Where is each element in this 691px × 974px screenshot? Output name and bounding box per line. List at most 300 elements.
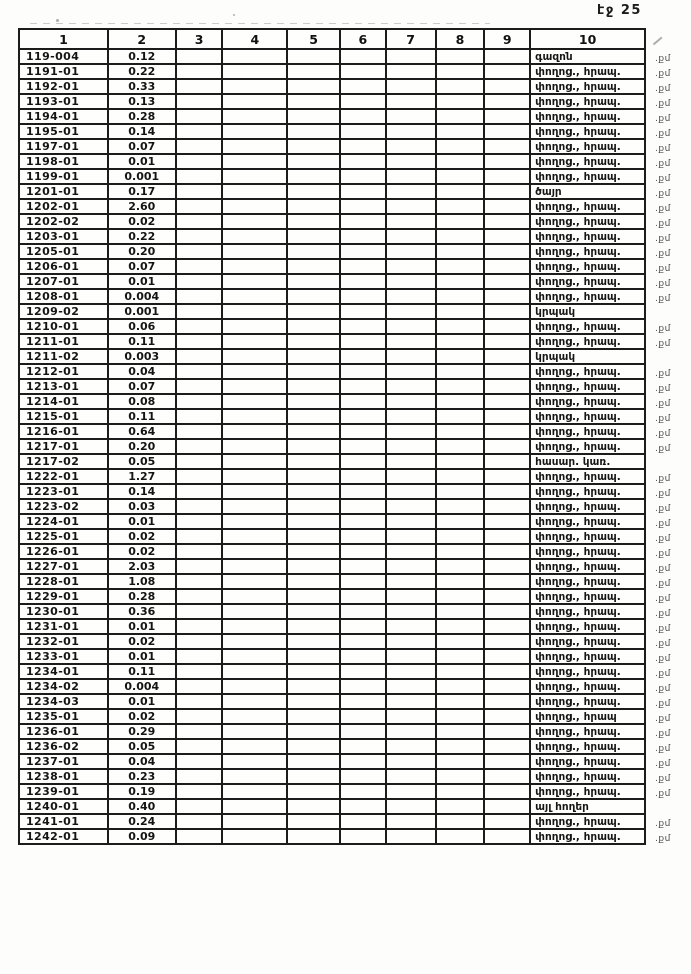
area-value-cell: 0.02: [108, 529, 176, 544]
empty-cell: [222, 829, 287, 844]
empty-cell: [287, 754, 340, 769]
table-row: [19, 214, 690, 229]
land-use-cell: փողոց., հրապ.: [530, 754, 645, 769]
table-row: [19, 274, 690, 289]
empty-cell: [287, 334, 340, 349]
parcel-code-cell: 1202-01: [19, 199, 108, 214]
empty-cell: [340, 784, 386, 799]
empty-cell: [176, 304, 223, 319]
empty-cell: [287, 349, 340, 364]
empty-cell: [340, 574, 386, 589]
parcel-code-cell: 1213-01: [19, 379, 108, 394]
margin-unit-mark: [645, 304, 690, 319]
parcel-code-cell: 1225-01: [19, 529, 108, 544]
table-row: [19, 649, 690, 664]
parcel-code-cell: 119-004: [19, 49, 108, 64]
area-value-cell: 0.01: [108, 694, 176, 709]
table-row: [19, 244, 690, 259]
table-row: [19, 184, 690, 199]
empty-cell: [340, 514, 386, 529]
land-use-cell: փողոց., հրապ.: [530, 439, 645, 454]
empty-cell: [222, 679, 287, 694]
column-header-6: 6: [340, 29, 386, 49]
empty-cell: [484, 604, 530, 619]
empty-cell: [484, 79, 530, 94]
empty-cell: [287, 589, 340, 604]
empty-cell: [484, 559, 530, 574]
empty-cell: [340, 814, 386, 829]
table-row: [19, 49, 690, 64]
parcel-code-cell: 1240-01: [19, 799, 108, 814]
parcel-table: [18, 28, 691, 845]
table-row: [19, 679, 690, 694]
margin-unit-mark: .քմ: [655, 504, 671, 514]
empty-cell: [176, 664, 223, 679]
land-use-cell: փողոց., հրապ.: [530, 694, 645, 709]
empty-cell: [222, 334, 287, 349]
table-row: [19, 334, 690, 349]
empty-cell: [340, 544, 386, 559]
parcel-code-cell: 1203-01: [19, 229, 108, 244]
empty-cell: [176, 379, 223, 394]
empty-cell: [436, 94, 485, 109]
parcel-code-cell: 1192-01: [19, 79, 108, 94]
empty-cell: [176, 409, 223, 424]
land-use-cell: փողոց., հրապ.: [530, 604, 645, 619]
parcel-code-cell: 1199-01: [19, 169, 108, 184]
page-number-label: էջ 25: [597, 3, 642, 18]
column-header-7: 7: [386, 29, 436, 49]
area-value-cell: 0.05: [108, 739, 176, 754]
land-use-cell: կրպակ: [530, 349, 645, 364]
empty-cell: [386, 319, 436, 334]
empty-cell: [176, 499, 223, 514]
empty-cell: [287, 109, 340, 124]
parcel-code-cell: 1214-01: [19, 394, 108, 409]
table-row: [19, 319, 690, 334]
empty-cell: [386, 454, 436, 469]
empty-cell: [222, 724, 287, 739]
empty-cell: [484, 769, 530, 784]
empty-cell: [436, 184, 485, 199]
area-value-cell: 0.02: [108, 634, 176, 649]
table-row: [19, 694, 690, 709]
table-row: [19, 259, 690, 274]
margin-unit-mark: .քմ: [655, 219, 671, 229]
parcel-code-cell: 1236-02: [19, 739, 108, 754]
empty-cell: [176, 544, 223, 559]
area-value-cell: 0.12: [108, 49, 176, 64]
empty-cell: [436, 754, 485, 769]
land-use-cell: փողոց., հրապ.: [530, 739, 645, 754]
empty-cell: [222, 49, 287, 64]
table-row: [19, 304, 690, 319]
empty-cell: [176, 244, 223, 259]
margin-unit-mark: .քմ: [655, 474, 671, 484]
land-use-cell: փողոց., հրապ.: [530, 589, 645, 604]
column-header-3: 3: [176, 29, 223, 49]
empty-cell: [222, 229, 287, 244]
empty-cell: [287, 319, 340, 334]
empty-cell: [340, 499, 386, 514]
table-row: [19, 439, 690, 454]
empty-cell: [176, 214, 223, 229]
margin-unit-mark: .քմ: [655, 69, 671, 79]
empty-cell: [386, 94, 436, 109]
empty-cell: [386, 469, 436, 484]
land-use-cell: փողոց., հրապ.: [530, 229, 645, 244]
area-value-cell: 0.28: [108, 109, 176, 124]
empty-cell: [386, 139, 436, 154]
empty-cell: [436, 559, 485, 574]
empty-cell: [287, 409, 340, 424]
empty-cell: [340, 289, 386, 304]
land-use-cell: հասար. կառ.: [530, 454, 645, 469]
empty-cell: [287, 169, 340, 184]
empty-cell: [340, 319, 386, 334]
empty-cell: [436, 649, 485, 664]
empty-cell: [176, 169, 223, 184]
empty-cell: [222, 94, 287, 109]
land-use-cell: փողոց., հրապ.: [530, 319, 645, 334]
empty-cell: [287, 574, 340, 589]
parcel-code-cell: 1210-01: [19, 319, 108, 334]
empty-cell: [287, 64, 340, 79]
empty-cell: [436, 784, 485, 799]
empty-cell: [340, 349, 386, 364]
parcel-code-cell: 1198-01: [19, 154, 108, 169]
empty-cell: [436, 694, 485, 709]
empty-cell: [176, 574, 223, 589]
empty-cell: [484, 529, 530, 544]
column-header-8: 8: [436, 29, 485, 49]
empty-cell: [484, 514, 530, 529]
empty-cell: [340, 49, 386, 64]
empty-cell: [386, 664, 436, 679]
land-use-cell: փողոց., հրապ.: [530, 784, 645, 799]
area-value-cell: 0.001: [108, 169, 176, 184]
column-header-10: 10: [530, 29, 645, 49]
empty-cell: [386, 199, 436, 214]
empty-cell: [340, 679, 386, 694]
empty-cell: [340, 124, 386, 139]
empty-cell: [436, 229, 485, 244]
area-value-cell: 0.01: [108, 619, 176, 634]
parcel-code-cell: 1226-01: [19, 544, 108, 559]
land-use-cell: փողոց., հրապ.: [530, 499, 645, 514]
empty-cell: [176, 394, 223, 409]
empty-cell: [176, 784, 223, 799]
table-row: [19, 199, 690, 214]
empty-cell: [386, 544, 436, 559]
area-value-cell: 0.19: [108, 784, 176, 799]
empty-cell: [340, 469, 386, 484]
empty-cell: [287, 679, 340, 694]
empty-cell: [484, 349, 530, 364]
empty-cell: [176, 454, 223, 469]
table-row: [19, 769, 690, 784]
empty-cell: [484, 484, 530, 499]
area-value-cell: 0.11: [108, 334, 176, 349]
margin-unit-mark: .քմ: [655, 384, 671, 394]
parcel-code-cell: 1230-01: [19, 604, 108, 619]
empty-cell: [222, 394, 287, 409]
empty-cell: [436, 499, 485, 514]
margin-unit-mark: .քմ: [655, 264, 671, 274]
empty-cell: [222, 814, 287, 829]
table-row: [19, 559, 690, 574]
land-use-cell: փողոց., հրապ.: [530, 634, 645, 649]
margin-unit-mark: [645, 799, 690, 814]
empty-cell: [287, 649, 340, 664]
land-use-cell: փողոց., հրապ.: [530, 424, 645, 439]
area-value-cell: 0.29: [108, 724, 176, 739]
area-value-cell: 0.07: [108, 379, 176, 394]
empty-cell: [436, 634, 485, 649]
empty-cell: [222, 154, 287, 169]
empty-cell: [340, 439, 386, 454]
empty-cell: [386, 259, 436, 274]
margin-unit-mark: .քմ: [655, 189, 671, 199]
table-row: [19, 64, 690, 79]
empty-cell: [222, 469, 287, 484]
empty-cell: [436, 424, 485, 439]
empty-cell: [436, 124, 485, 139]
empty-cell: [340, 199, 386, 214]
empty-cell: [287, 439, 340, 454]
empty-cell: [222, 784, 287, 799]
land-use-cell: փողոց., հրապ.: [530, 334, 645, 349]
margin-unit-mark: .քմ: [655, 609, 671, 619]
empty-cell: [287, 289, 340, 304]
empty-cell: [176, 64, 223, 79]
empty-cell: [287, 784, 340, 799]
empty-cell: [484, 724, 530, 739]
empty-cell: [176, 604, 223, 619]
column-header-1: 1: [19, 29, 108, 49]
empty-cell: [287, 634, 340, 649]
empty-cell: [222, 259, 287, 274]
table-row: [19, 394, 690, 409]
land-use-cell: փողոց., հրապ.: [530, 469, 645, 484]
land-use-cell: փողոց., հրապ.: [530, 559, 645, 574]
table-row: [19, 739, 690, 754]
parcel-code-cell: 1234-01: [19, 664, 108, 679]
empty-cell: [287, 49, 340, 64]
empty-cell: [176, 94, 223, 109]
empty-cell: [436, 679, 485, 694]
land-use-cell: փողոց., հրապ.: [530, 169, 645, 184]
empty-cell: [484, 619, 530, 634]
margin-unit-mark: .քմ: [655, 174, 671, 184]
empty-cell: [287, 259, 340, 274]
empty-cell: [436, 799, 485, 814]
empty-cell: [436, 619, 485, 634]
empty-cell: [484, 109, 530, 124]
table-row: [19, 829, 690, 844]
empty-cell: [176, 589, 223, 604]
empty-cell: [386, 244, 436, 259]
margin-unit-mark: .քմ: [655, 324, 671, 334]
area-value-cell: 2.60: [108, 199, 176, 214]
table-row: [19, 514, 690, 529]
parcel-code-cell: 1202-02: [19, 214, 108, 229]
area-value-cell: 0.11: [108, 664, 176, 679]
table-row: [19, 289, 690, 304]
empty-cell: [386, 424, 436, 439]
empty-cell: [436, 814, 485, 829]
empty-cell: [436, 49, 485, 64]
margin-unit-mark: .քմ: [655, 144, 671, 154]
parcel-code-cell: 1222-01: [19, 469, 108, 484]
land-use-cell: փողոց., հրապ.: [530, 109, 645, 124]
empty-cell: [176, 139, 223, 154]
margin-unit-mark: [645, 454, 690, 469]
table-row: [19, 724, 690, 739]
empty-cell: [176, 709, 223, 724]
parcel-code-cell: 1234-03: [19, 694, 108, 709]
empty-cell: [386, 304, 436, 319]
empty-cell: [484, 94, 530, 109]
margin-unit-mark: .քմ: [655, 519, 671, 529]
margin-unit-mark: .քմ: [655, 639, 671, 649]
land-use-cell: փողոց., հրապ.: [530, 154, 645, 169]
empty-cell: [340, 259, 386, 274]
empty-cell: [176, 469, 223, 484]
empty-cell: [386, 574, 436, 589]
table-row: [19, 424, 690, 439]
table-row: [19, 139, 690, 154]
empty-cell: [340, 829, 386, 844]
empty-cell: [287, 469, 340, 484]
margin-unit-mark: .քմ: [655, 834, 671, 844]
area-value-cell: 0.02: [108, 544, 176, 559]
empty-cell: [436, 739, 485, 754]
empty-cell: [222, 244, 287, 259]
empty-cell: [386, 829, 436, 844]
area-value-cell: 0.004: [108, 289, 176, 304]
empty-cell: [287, 604, 340, 619]
empty-cell: [340, 754, 386, 769]
land-use-cell: փողոց., հրապ.: [530, 244, 645, 259]
empty-cell: [222, 709, 287, 724]
empty-cell: [386, 754, 436, 769]
empty-cell: [386, 169, 436, 184]
empty-cell: [176, 559, 223, 574]
empty-cell: [436, 379, 485, 394]
empty-cell: [436, 664, 485, 679]
table-row: [19, 79, 690, 94]
land-use-cell: գազոն: [530, 49, 645, 64]
margin-unit-mark: .քմ: [655, 129, 671, 139]
empty-cell: [340, 589, 386, 604]
land-use-cell: փողոց., հրապ.: [530, 679, 645, 694]
empty-cell: [386, 64, 436, 79]
margin-unit-mark: .քմ: [655, 249, 671, 259]
margin-header-spacer: [645, 29, 690, 49]
empty-cell: [340, 649, 386, 664]
table-row: [19, 364, 690, 379]
empty-cell: [176, 679, 223, 694]
land-use-cell: փողոց., հրապ.: [530, 64, 645, 79]
area-value-cell: 0.01: [108, 514, 176, 529]
parcel-code-cell: 1234-02: [19, 679, 108, 694]
empty-cell: [386, 154, 436, 169]
empty-cell: [287, 694, 340, 709]
empty-cell: [176, 184, 223, 199]
empty-cell: [340, 304, 386, 319]
land-use-cell: փողոց., հրապ.: [530, 79, 645, 94]
empty-cell: [287, 94, 340, 109]
empty-cell: [176, 154, 223, 169]
empty-cell: [386, 724, 436, 739]
margin-unit-mark: .քմ: [655, 399, 671, 409]
table-row: [19, 529, 690, 544]
empty-cell: [222, 694, 287, 709]
land-use-cell: փողոց., հրապ: [530, 709, 645, 724]
empty-cell: [340, 79, 386, 94]
empty-cell: [287, 484, 340, 499]
empty-cell: [436, 529, 485, 544]
empty-cell: [222, 169, 287, 184]
empty-cell: [176, 364, 223, 379]
empty-cell: [386, 784, 436, 799]
parcel-code-cell: 1201-01: [19, 184, 108, 199]
empty-cell: [176, 514, 223, 529]
parcel-code-cell: 1205-01: [19, 244, 108, 259]
parcel-code-cell: 1206-01: [19, 259, 108, 274]
margin-unit-mark: .քմ: [655, 54, 671, 64]
land-use-cell: փողոց., հրապ.: [530, 274, 645, 289]
empty-cell: [484, 184, 530, 199]
empty-cell: [436, 214, 485, 229]
empty-cell: [484, 664, 530, 679]
empty-cell: [436, 604, 485, 619]
empty-cell: [340, 334, 386, 349]
area-value-cell: 0.01: [108, 274, 176, 289]
empty-cell: [340, 109, 386, 124]
scan-artifact: [233, 14, 235, 16]
parcel-code-cell: 1223-02: [19, 499, 108, 514]
empty-cell: [340, 214, 386, 229]
empty-cell: [287, 724, 340, 739]
empty-cell: [176, 319, 223, 334]
empty-cell: [436, 349, 485, 364]
scan-artifact: [56, 19, 59, 22]
empty-cell: [484, 334, 530, 349]
land-use-cell: փողոց., հրապ.: [530, 364, 645, 379]
parcel-code-cell: 1228-01: [19, 574, 108, 589]
table-row: [19, 484, 690, 499]
empty-cell: [287, 139, 340, 154]
margin-unit-mark: .քմ: [655, 414, 671, 424]
empty-cell: [484, 259, 530, 274]
empty-cell: [484, 469, 530, 484]
empty-cell: [436, 829, 485, 844]
empty-cell: [222, 454, 287, 469]
empty-cell: [176, 124, 223, 139]
empty-cell: [484, 739, 530, 754]
table-row: [19, 574, 690, 589]
area-value-cell: 0.08: [108, 394, 176, 409]
margin-unit-mark: .քմ: [655, 429, 671, 439]
parcel-code-cell: 1217-01: [19, 439, 108, 454]
empty-cell: [340, 154, 386, 169]
empty-cell: [436, 319, 485, 334]
empty-cell: [222, 769, 287, 784]
empty-cell: [386, 214, 436, 229]
empty-cell: [176, 649, 223, 664]
